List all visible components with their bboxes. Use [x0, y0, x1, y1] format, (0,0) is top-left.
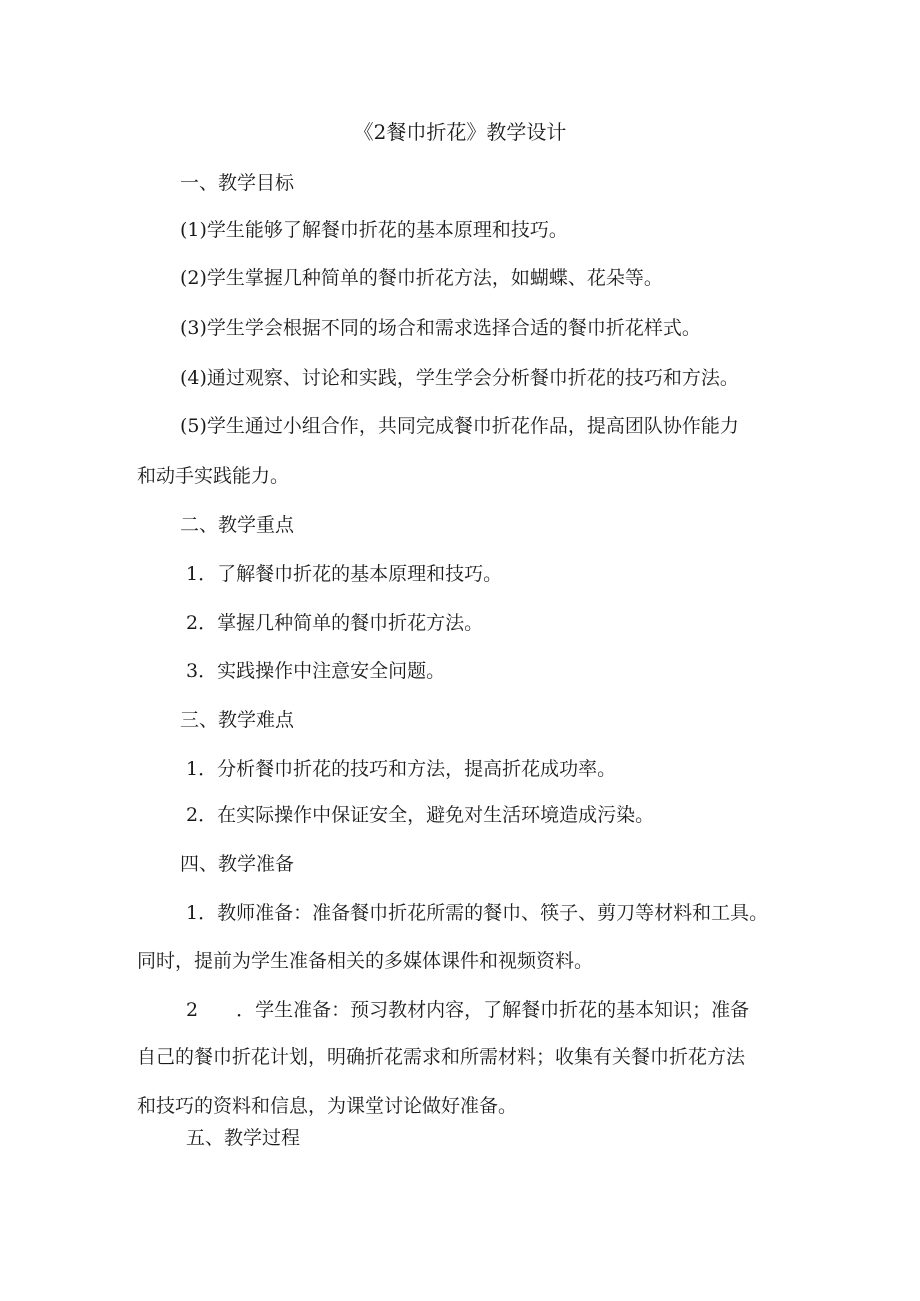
document-title: 《2餐巾折花》教学设计	[353, 120, 567, 144]
key-point-item: 2．掌握几种简单的餐巾折花方法。	[186, 612, 484, 634]
objective-item: (5)学生通过小组合作，共同完成餐巾折花作品，提高团队协作能力	[180, 415, 739, 437]
objective-item: (1)学生能够了解餐巾折花的基本原理和技巧。	[180, 219, 568, 241]
preparation-item-continuation: 同时，提前为学生准备相关的多媒体课件和视频资料。	[137, 950, 594, 972]
section-heading-key-points: 二、教学重点	[180, 514, 295, 536]
difficulty-item: 2．在实际操作中保证安全，避免对生活环境造成污染。	[186, 804, 655, 826]
difficulty-item: 1．分析餐巾折花的技巧和方法，提高折花成功率。	[186, 758, 617, 780]
preparation-item: 1．教师准备：准备餐巾折花所需的餐巾、筷子、剪刀等材料和工具。	[186, 902, 769, 924]
objective-item-continuation: 和动手实践能力。	[137, 465, 290, 487]
objective-item: (4)通过观察、讨论和实践，学生学会分析餐巾折花的技巧和方法。	[180, 367, 739, 389]
section-heading-process: 五、教学过程	[186, 1127, 301, 1149]
preparation-item-continuation: 自己的餐巾折花计划，明确折花需求和所需材料；收集有关餐巾折花方法	[137, 1046, 746, 1068]
section-heading-preparation: 四、教学准备	[180, 853, 295, 875]
objective-item: (2)学生掌握几种简单的餐巾折花方法，如蝴蝶、花朵等。	[180, 267, 663, 289]
objective-item: (3)学生学会根据不同的场合和需求选择合适的餐巾折花样式。	[180, 317, 701, 339]
key-point-item: 1．了解餐巾折花的基本原理和技巧。	[186, 563, 503, 585]
section-heading-objectives: 一、教学目标	[180, 172, 295, 194]
preparation-item: 2 ．学生准备：预习教材内容，了解餐巾折花的基本知识；准备	[186, 999, 750, 1021]
key-point-item: 3．实践操作中注意安全问题。	[186, 660, 446, 682]
section-heading-difficulties: 三、教学难点	[180, 709, 295, 731]
preparation-item-continuation: 和技巧的资料和信息，为课堂讨论做好准备。	[137, 1095, 518, 1117]
